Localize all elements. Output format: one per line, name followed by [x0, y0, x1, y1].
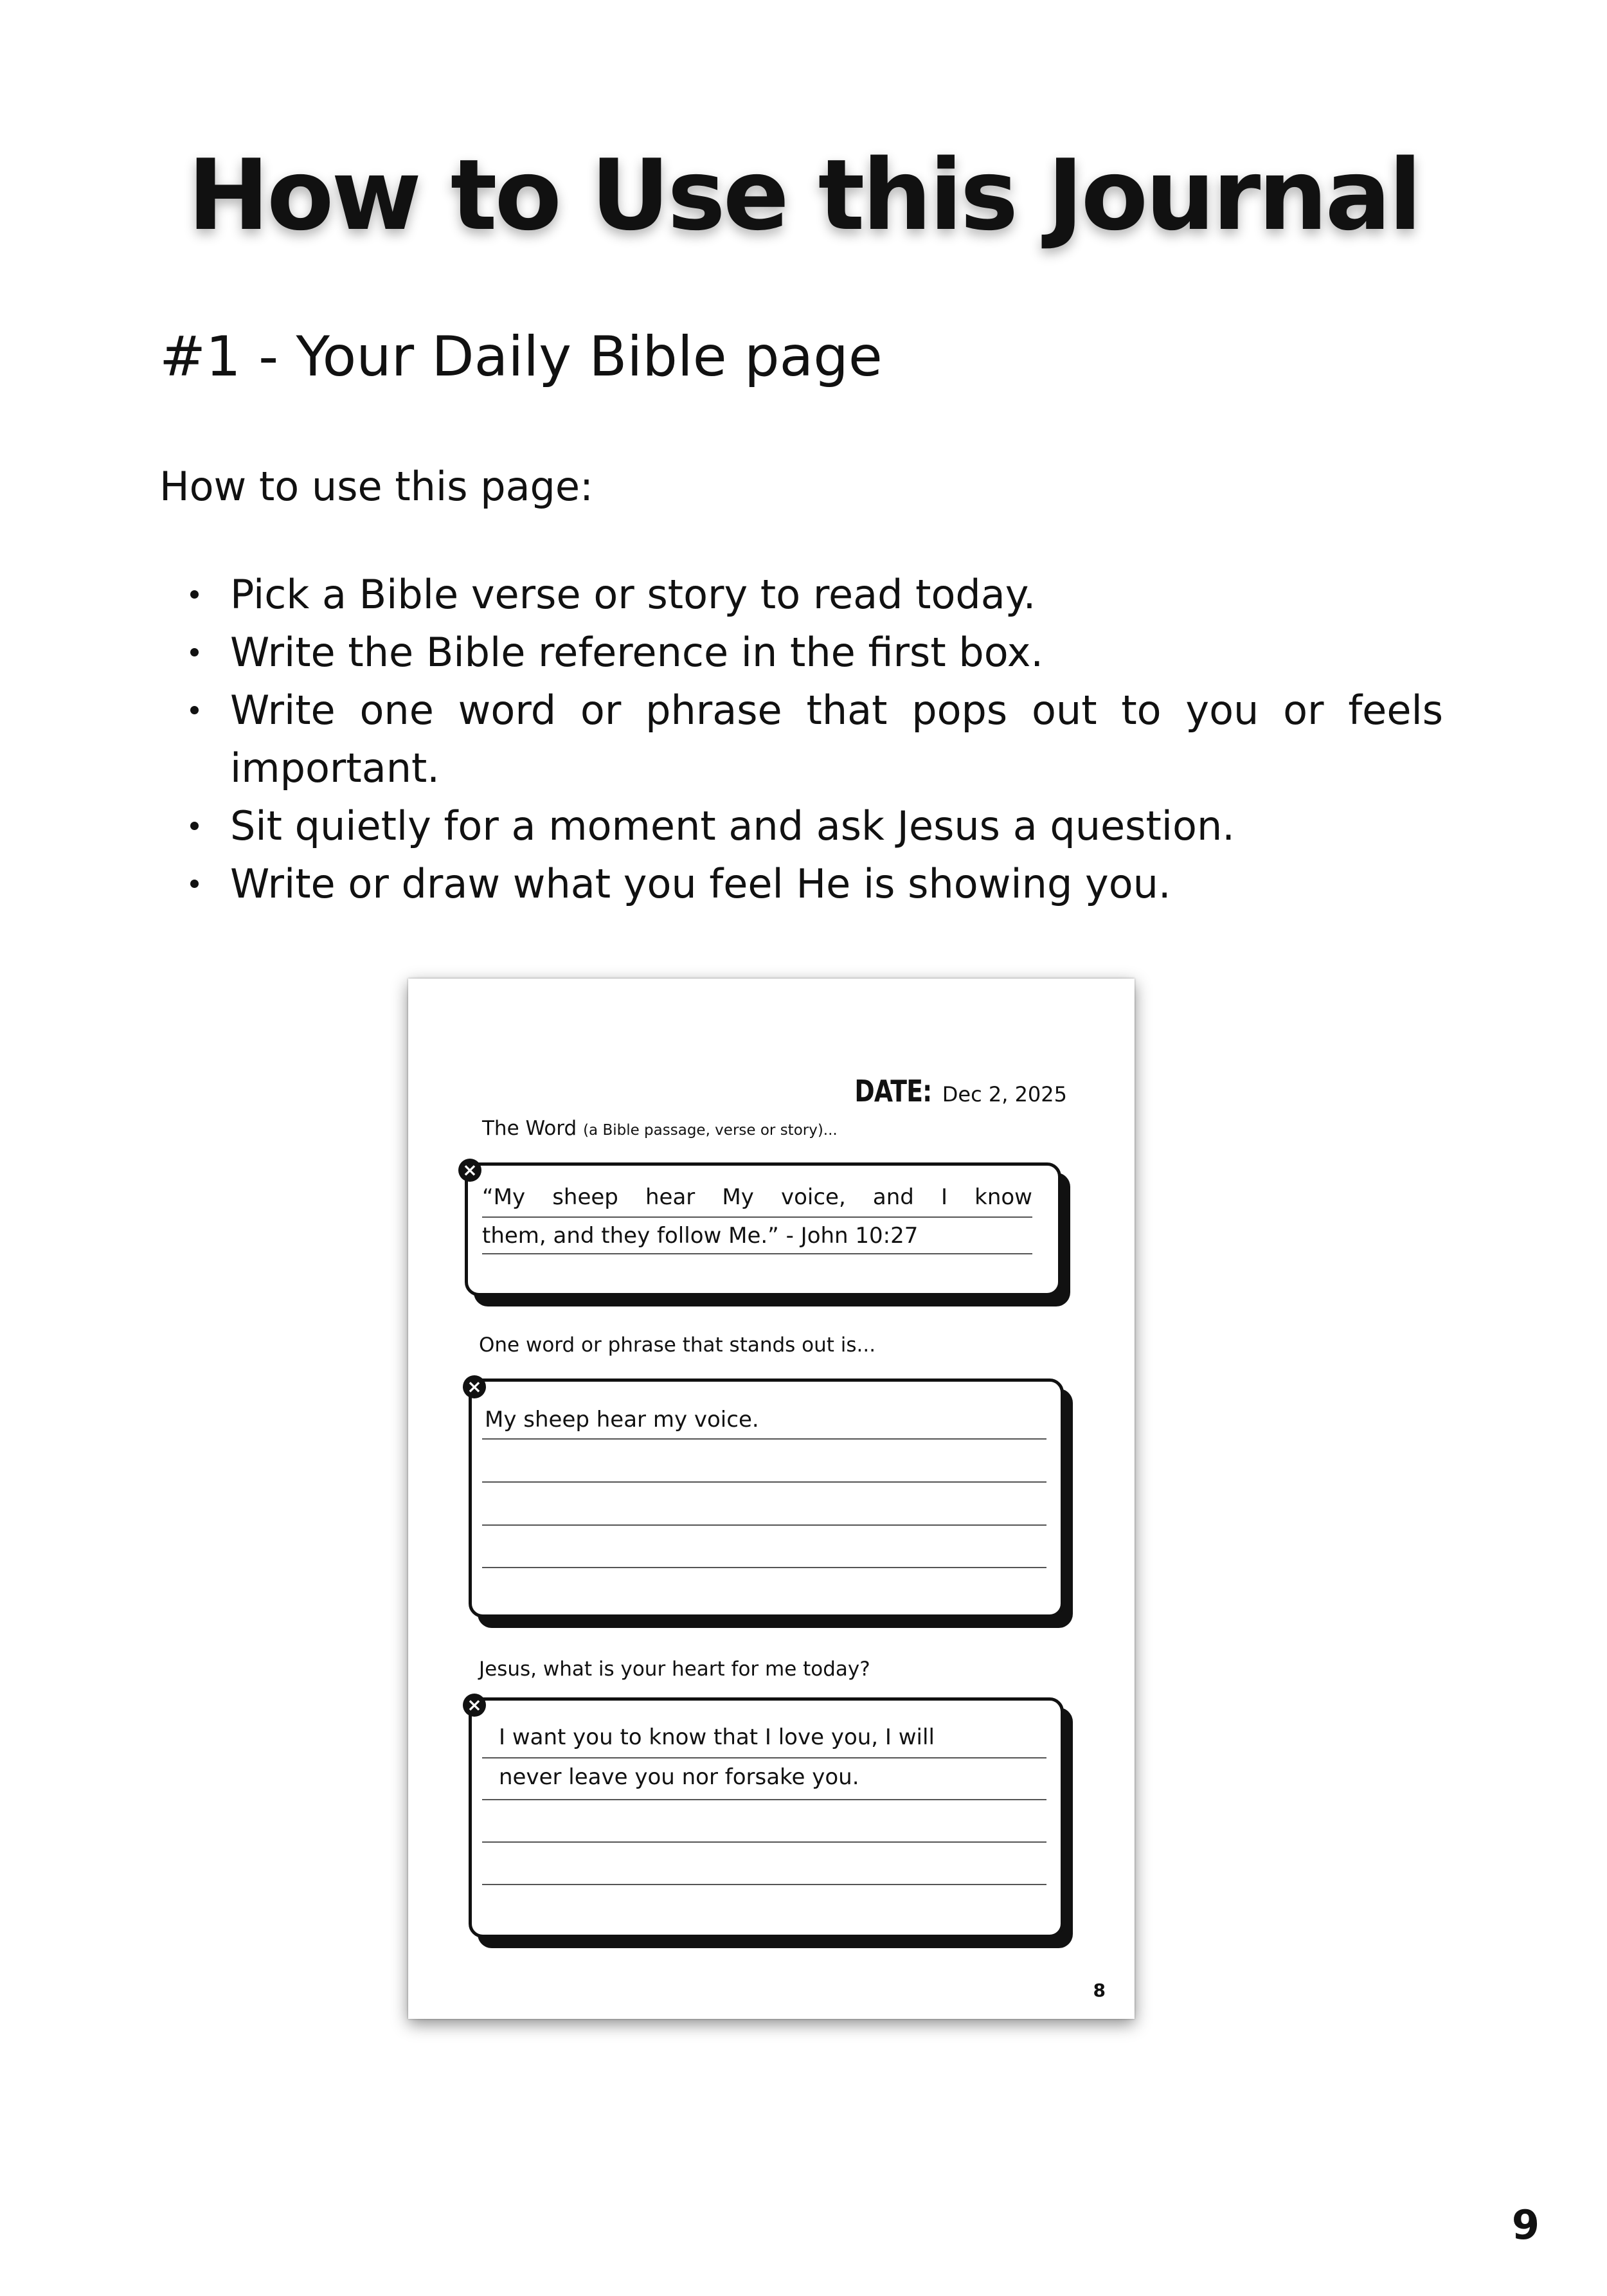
ruled-line	[482, 1884, 1046, 1885]
entry-line: I want you to know that I love you, I will	[499, 1724, 935, 1750]
ruled-line	[482, 1799, 1046, 1800]
date-row	[838, 1074, 1067, 1108]
heart-box	[469, 1697, 1064, 1938]
section-heading: #1 - Your Daily Bible page	[159, 325, 883, 389]
entry-line: My sheep hear my voice.	[485, 1407, 759, 1433]
phrase-prompt: One word or phrase that stands out is...	[479, 1333, 876, 1357]
ruled-line	[482, 1481, 1046, 1483]
instruction-item: Pick a Bible verse or story to read today.	[230, 566, 1443, 624]
close-circle-icon: ×	[458, 1159, 481, 1182]
journal-page-preview	[408, 979, 1135, 2019]
ruled-line	[482, 1524, 1046, 1526]
page-title: How to Use this Journal	[187, 138, 1420, 252]
ruled-line	[482, 1757, 1046, 1758]
close-circle-icon: ×	[463, 1694, 486, 1717]
preview-page-number: 8	[1093, 1980, 1106, 2001]
instruction-item: Write one word or phrase that pops out to you or feels important.	[230, 682, 1443, 797]
ruled-line	[482, 1216, 1032, 1218]
instruction-item: Write the Bible reference in the first box.	[230, 624, 1443, 682]
instruction-item: Sit quietly for a moment and ask Jesus a question.	[230, 797, 1443, 855]
word-prompt	[482, 1117, 838, 1140]
close-circle-icon: ×	[463, 1375, 486, 1398]
page-number: 9	[1511, 2201, 1540, 2248]
ruled-line	[482, 1567, 1046, 1568]
date-value: Dec 2, 2025	[942, 1082, 1067, 1107]
entry-line: never leave you nor forsake you.	[499, 1764, 859, 1790]
word-prompt-hint: (a Bible passage, verse or story)...	[583, 1122, 838, 1139]
ruled-line	[482, 1841, 1046, 1843]
instructions-heading: How to use this page:	[159, 463, 593, 510]
instruction-item: Write or draw what you feel He is showing you.	[230, 855, 1443, 913]
entry-line: them, and they follow Me.” - John 10:27	[482, 1223, 919, 1249]
heart-prompt: Jesus, what is your heart for me today?	[479, 1658, 870, 1681]
instruction-list	[159, 566, 1443, 913]
word-box	[465, 1162, 1061, 1296]
phrase-box	[469, 1379, 1064, 1618]
date-label: DATE:	[854, 1074, 932, 1108]
ruled-line	[482, 1438, 1046, 1440]
entry-line: “My sheep hear My voice, and I know	[482, 1184, 1032, 1210]
word-prompt-label: The Word	[482, 1117, 577, 1140]
ruled-line	[482, 1253, 1032, 1254]
